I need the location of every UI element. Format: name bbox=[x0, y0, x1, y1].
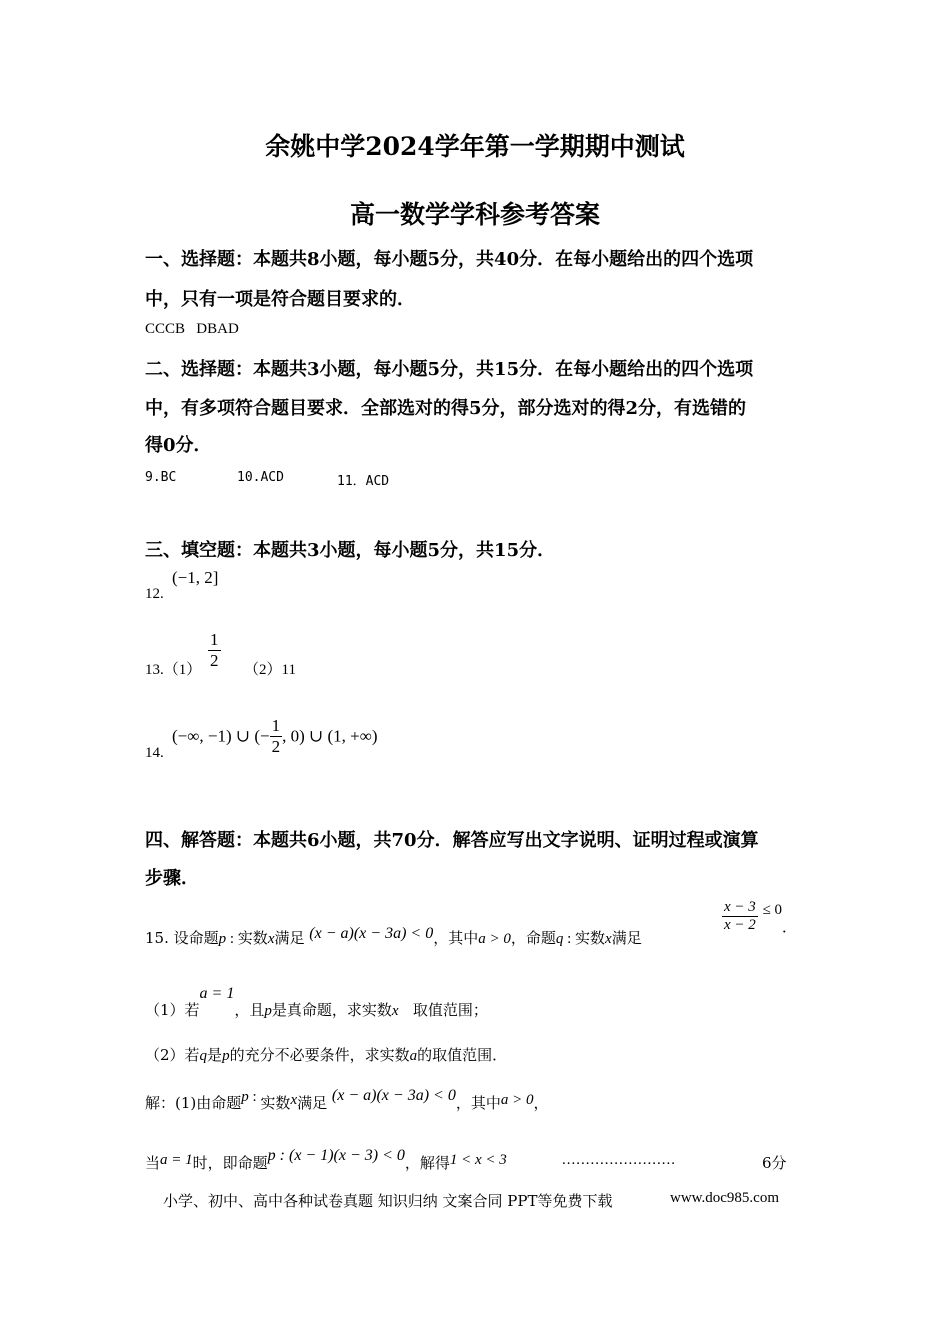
answer-11: 11．ACD bbox=[337, 474, 390, 489]
q13-part2: （2）11 bbox=[244, 662, 296, 678]
q15-when-c: ，解得 bbox=[404, 1154, 450, 1172]
q15-when-a: 当 bbox=[145, 1154, 161, 1172]
answer-9: 9.BC bbox=[145, 470, 177, 485]
q15-sol-d: ，其中 bbox=[455, 1094, 501, 1112]
q15-p: p bbox=[218, 931, 227, 947]
q15-cond: a > 0 bbox=[478, 931, 511, 947]
q15-when-result: 1 < x < 3 bbox=[449, 1152, 507, 1168]
q15-x2: x bbox=[605, 931, 612, 947]
q15-sol-ineq: (x − a)(x − 3a) < 0 bbox=[331, 1087, 456, 1104]
q15-sol-p: p bbox=[241, 1089, 249, 1105]
q15-s5: ，命题 bbox=[510, 929, 556, 947]
q15-when-b: 时，即命题 bbox=[192, 1154, 268, 1172]
q15-part1 bbox=[145, 985, 488, 1020]
q15-part2-b: 是 bbox=[207, 1046, 223, 1064]
section3-heading: 三、填空题：本题共3小题，每小题5分，共15分． bbox=[145, 540, 556, 561]
q15-part2-p: p bbox=[222, 1048, 230, 1064]
q15-colon2: : bbox=[563, 931, 576, 947]
q15-s6: 实数 bbox=[575, 929, 606, 947]
q15-s2: 实数 bbox=[237, 929, 268, 947]
q15-part2 bbox=[145, 1044, 507, 1065]
q14-part-b: , 0) ∪ (1, +∞) bbox=[282, 726, 378, 746]
q15-sol-a: 解：(1)由命题 bbox=[145, 1094, 242, 1112]
answer-10: 10.ACD bbox=[237, 470, 284, 485]
section1-heading-line1: 一、选择题：本题共8小题，每小题5分，共40分．在每小题给出的四个选项 bbox=[145, 249, 754, 270]
section4-heading-line2: 步骤． bbox=[145, 868, 199, 889]
section2-heading-line2: 中，有多项符合题目要求．全部选对的得5分，部分选对的得2分，有选错的 bbox=[145, 398, 747, 419]
q15-part2-c: 的充分不必要条件，求实数 bbox=[229, 1046, 410, 1064]
q15-sol-b: 实数 bbox=[260, 1094, 291, 1112]
section1-answers: CCCB DBAD bbox=[145, 321, 239, 337]
q15-part1-p: p bbox=[264, 1003, 272, 1019]
q15-part1-b: ，且 bbox=[234, 1001, 265, 1019]
q15-end: ． bbox=[782, 918, 798, 936]
q14-part-a: (−∞, −1) ∪ (− bbox=[172, 726, 270, 746]
q15-sol-c: 满足 bbox=[297, 1094, 328, 1112]
section4-heading-line1: 四、解答题：本题共6小题，共70分．解答应写出文字说明、证明过程或演算 bbox=[145, 830, 759, 851]
footer-text: 小学、初中、高中各种试卷真题 知识归纳 文案合同 PPT等免费下载 bbox=[163, 1192, 613, 1210]
q15-frac-numerator: x − 3 bbox=[724, 899, 756, 915]
footer-url: www.doc985.com bbox=[670, 1190, 780, 1206]
q15-inequality1: (x − a)(x − 3a) < 0 bbox=[309, 925, 434, 942]
q15-sol-colon: : bbox=[248, 1089, 261, 1105]
q14-denominator: 2 bbox=[271, 737, 281, 756]
q15-part2-a: （2）若 bbox=[145, 1046, 200, 1064]
q15-solution-line2 bbox=[145, 1147, 507, 1173]
q15-sol-x: x bbox=[290, 1092, 298, 1108]
q15-q: q bbox=[555, 931, 564, 947]
q15-statement bbox=[145, 927, 642, 948]
q13-denominator: 2 bbox=[210, 651, 219, 670]
q15-part1-c: 是真命题，求实数 bbox=[271, 1001, 392, 1019]
q15-part2-q: q bbox=[199, 1048, 208, 1064]
q13-numerator: 1 bbox=[210, 630, 219, 649]
q12-label: 12. bbox=[145, 586, 164, 602]
section1-heading-line2: 中，只有一项是符合题目要求的． bbox=[145, 289, 415, 310]
q15-score: 6分 bbox=[762, 1154, 787, 1172]
q15-sol-e: ， bbox=[533, 1094, 549, 1112]
q15-frac-denominator: x − 2 bbox=[724, 917, 756, 933]
q15-s1: 15. 设命题 bbox=[145, 929, 219, 947]
q15-le0: ≤ 0 bbox=[762, 902, 783, 918]
q15-part1-x: x bbox=[391, 1003, 399, 1019]
q15-s3: 满足 bbox=[274, 929, 305, 947]
q15-part1-d: 取值范围； bbox=[412, 1001, 488, 1019]
q15-part1-a: （1）若 bbox=[145, 1001, 200, 1019]
q14-label: 14. bbox=[145, 745, 164, 761]
q15-fraction-ineq bbox=[722, 899, 797, 934]
q15-when-p: p : (x − 1)(x − 3) < 0 bbox=[267, 1147, 405, 1164]
section2-heading-line1: 二、选择题：本题共3小题，每小题5分，共15分．在每小题给出的四个选项 bbox=[145, 359, 754, 380]
q15-solution-line1 bbox=[145, 1087, 549, 1113]
page-subtitle: 高一数学学科参考答案 bbox=[349, 200, 600, 229]
q15-part1-cond: a = 1 bbox=[199, 985, 235, 1002]
q12-answer: (−1, 2] bbox=[172, 568, 219, 587]
q14-numerator: 1 bbox=[271, 716, 281, 735]
q15-x: x bbox=[267, 931, 275, 947]
q15-dot-leader: ........................ bbox=[562, 1152, 676, 1168]
q15-when-cond: a = 1 bbox=[160, 1152, 193, 1168]
q15-s4: ，其中 bbox=[433, 929, 479, 947]
q13-label: 13.（1） bbox=[145, 662, 202, 678]
q15-sol-cond: a > 0 bbox=[500, 1092, 534, 1108]
q15-part2-a-var: a bbox=[409, 1048, 418, 1064]
page-title: 余姚中学2024学年第一学期期中测试 bbox=[265, 132, 685, 161]
section2-heading-line3: 得0分． bbox=[145, 435, 212, 456]
q15-s7: 满足 bbox=[611, 929, 642, 947]
q13-fraction bbox=[208, 630, 221, 671]
q14-answer bbox=[172, 716, 378, 757]
q15-colon1: : bbox=[226, 931, 238, 947]
q15-part2-d: 的取值范围． bbox=[417, 1046, 508, 1064]
